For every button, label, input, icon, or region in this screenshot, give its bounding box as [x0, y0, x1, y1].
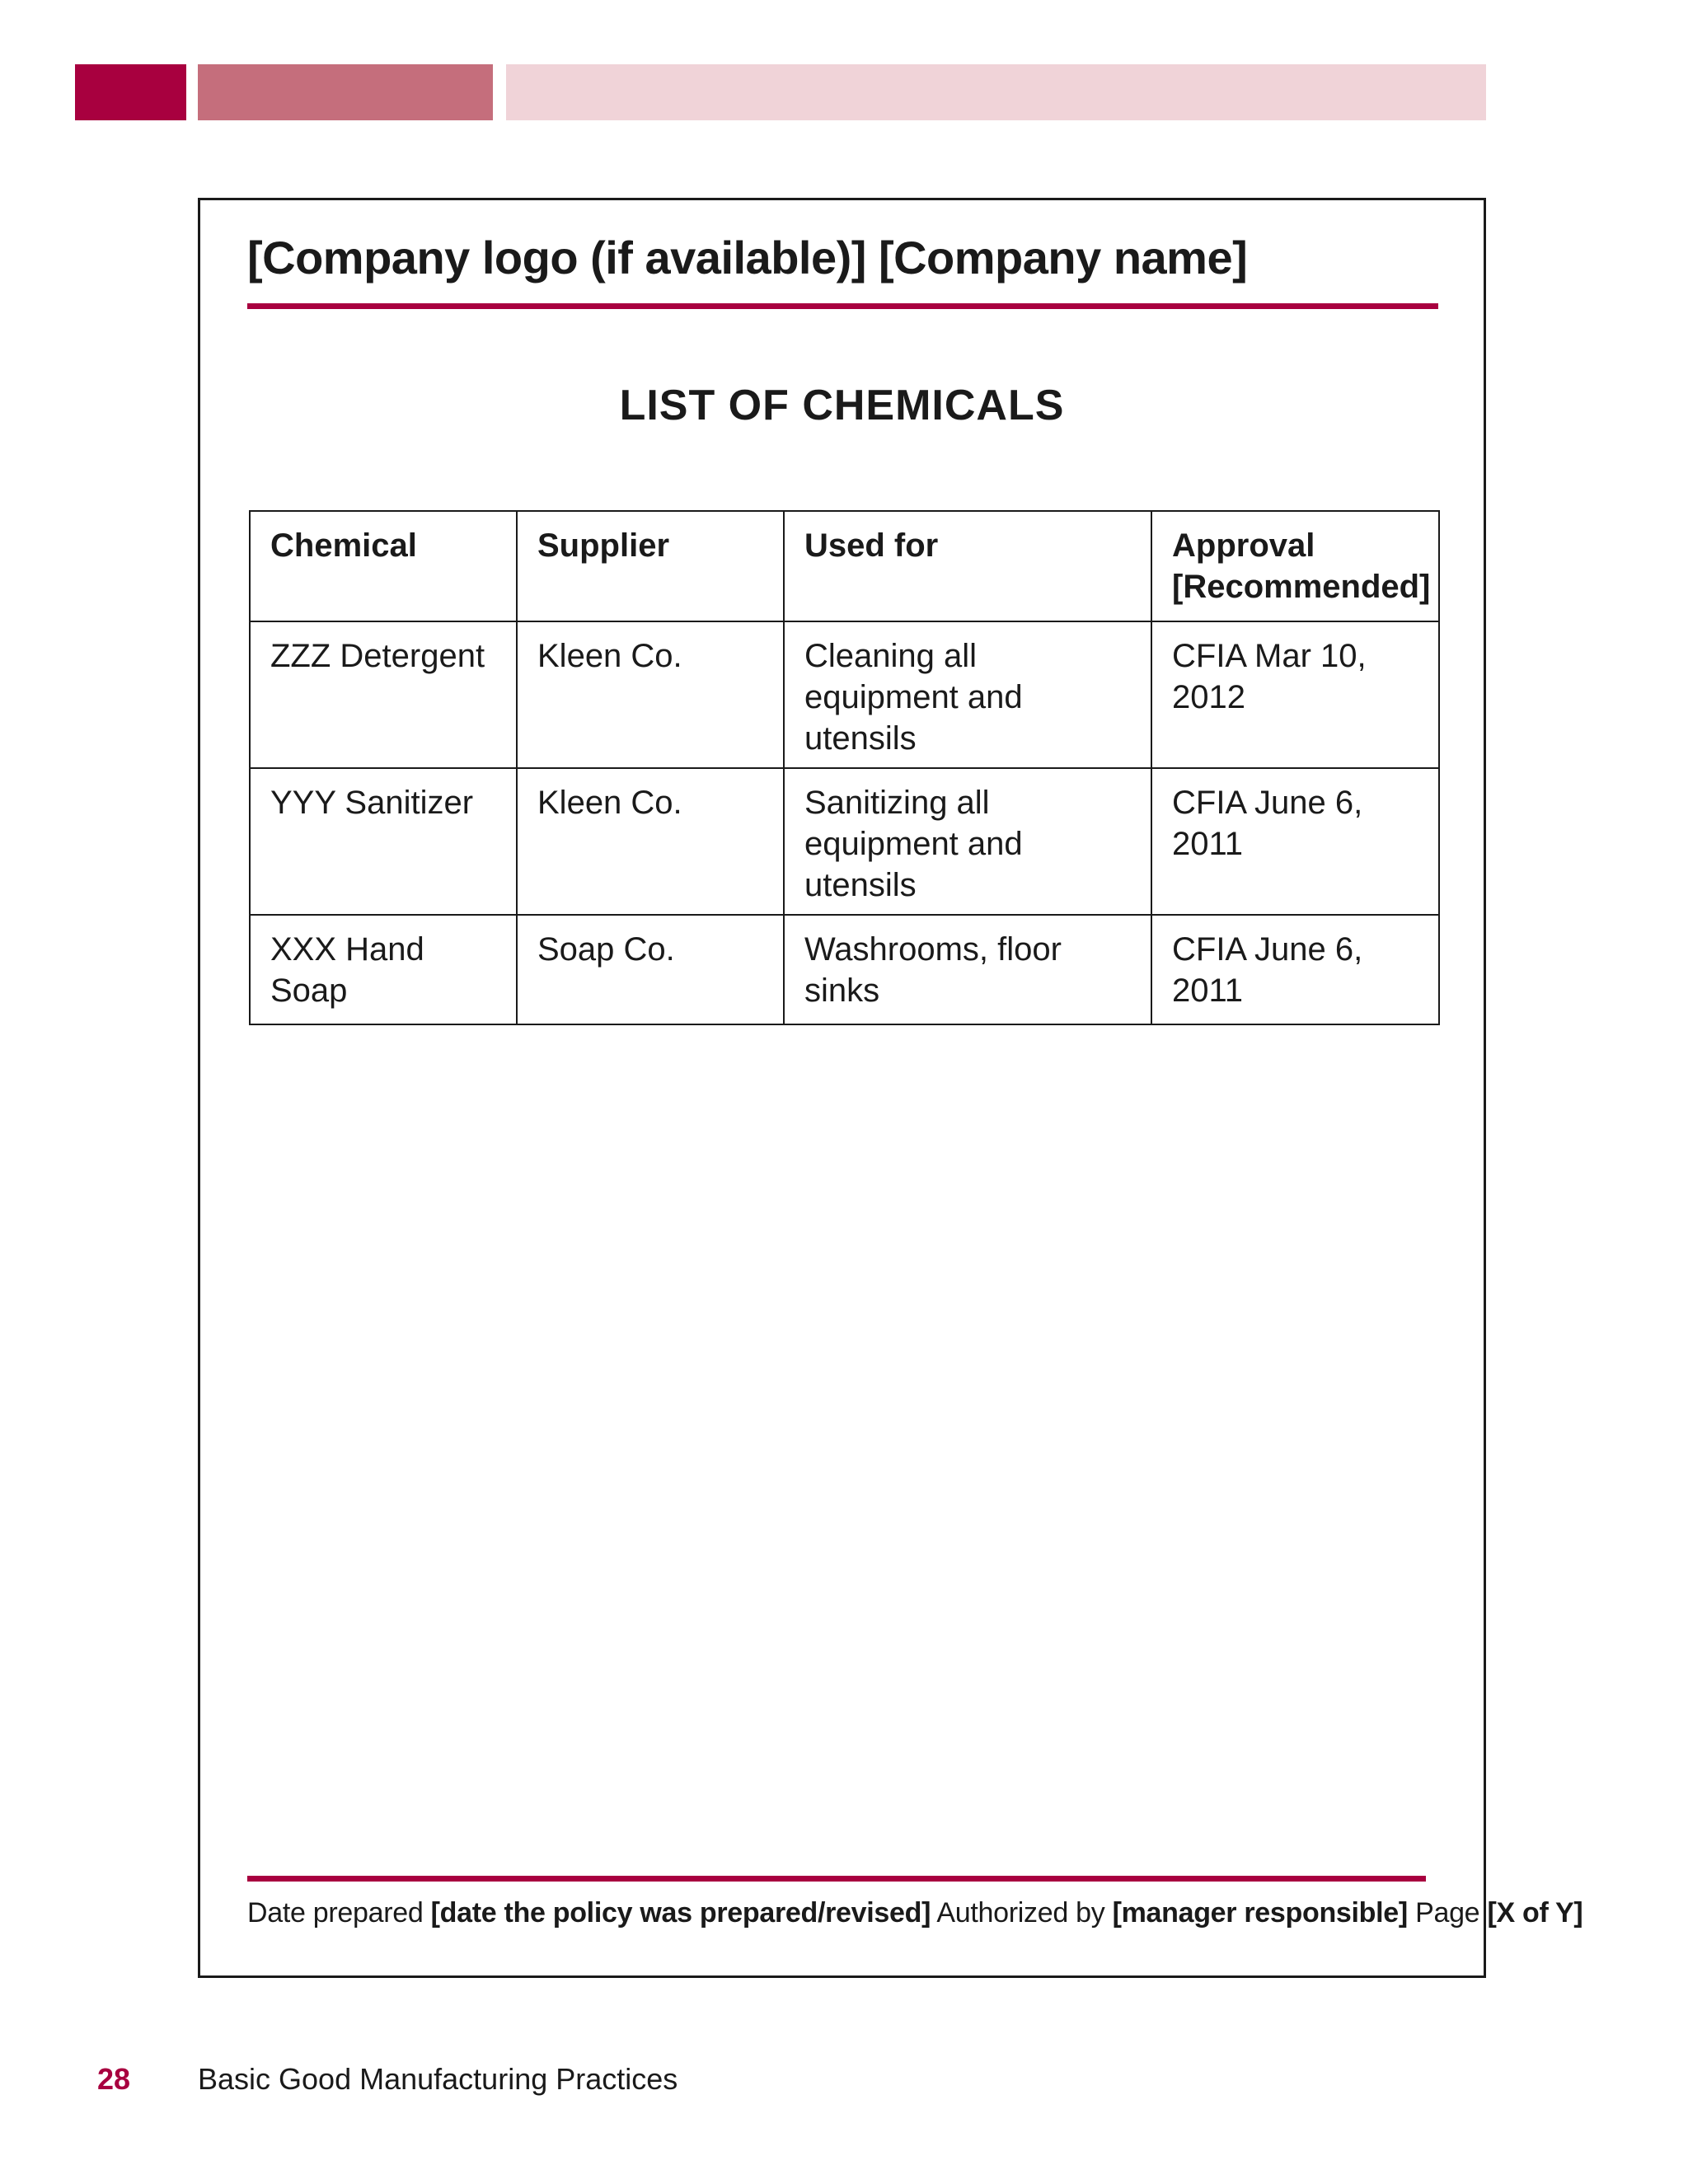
form-footer: [247, 1897, 1582, 1929]
header-bar-light: [506, 64, 1486, 120]
cell-approval: CFIA June 6, 2011: [1151, 915, 1439, 1024]
date-prepared-label: Date prepared: [247, 1897, 424, 1929]
header-used-for: Used for: [784, 511, 1151, 621]
cell-chemical: XXX Hand Soap: [250, 915, 517, 1024]
cell-approval: CFIA Mar 10, 2012: [1151, 621, 1439, 768]
authorized-by-value: [manager responsible]: [1112, 1897, 1408, 1929]
header-chemical: Chemical: [250, 511, 517, 621]
title-rule: [247, 303, 1438, 309]
date-prepared-value: [date the policy was prepared/revised]: [430, 1897, 931, 1929]
cell-used-for: Cleaning all equipment and utensils: [784, 621, 1151, 768]
cell-used-for: Washrooms, floor sinks: [784, 915, 1151, 1024]
table-header-row: [250, 511, 1439, 621]
page-value: [X of Y]: [1487, 1897, 1583, 1929]
header-supplier: Supplier: [517, 511, 784, 621]
table-row: [250, 915, 1439, 1024]
header-bar-medium: [198, 64, 493, 120]
cell-supplier: Kleen Co.: [517, 621, 784, 768]
header-bar-dark: [75, 64, 186, 120]
cell-chemical: YYY Sanitizer: [250, 768, 517, 915]
cell-used-for: Sanitizing all equipment and utensils: [784, 768, 1151, 915]
table-row: [250, 768, 1439, 915]
header-approval: Approval [Recommended]: [1151, 511, 1439, 621]
form-frame: [198, 198, 1486, 1978]
cell-approval: CFIA June 6, 2011: [1151, 768, 1439, 915]
page-label: Page: [1415, 1897, 1480, 1929]
form-title: LIST OF CHEMICALS: [619, 382, 1065, 429]
footer-rule: [247, 1876, 1426, 1882]
cell-supplier: Soap Co.: [517, 915, 784, 1024]
book-title: Basic Good Manufacturing Practices: [198, 2062, 678, 2096]
company-line: [Company logo (if available)] [Company name]: [247, 232, 1248, 284]
cell-supplier: Kleen Co.: [517, 768, 784, 915]
authorized-by-label: Authorized by: [936, 1897, 1105, 1929]
chemicals-table: [249, 510, 1440, 1025]
page-number: 28: [97, 2062, 131, 2096]
table-row: [250, 621, 1439, 768]
cell-chemical: ZZZ Detergent: [250, 621, 517, 768]
